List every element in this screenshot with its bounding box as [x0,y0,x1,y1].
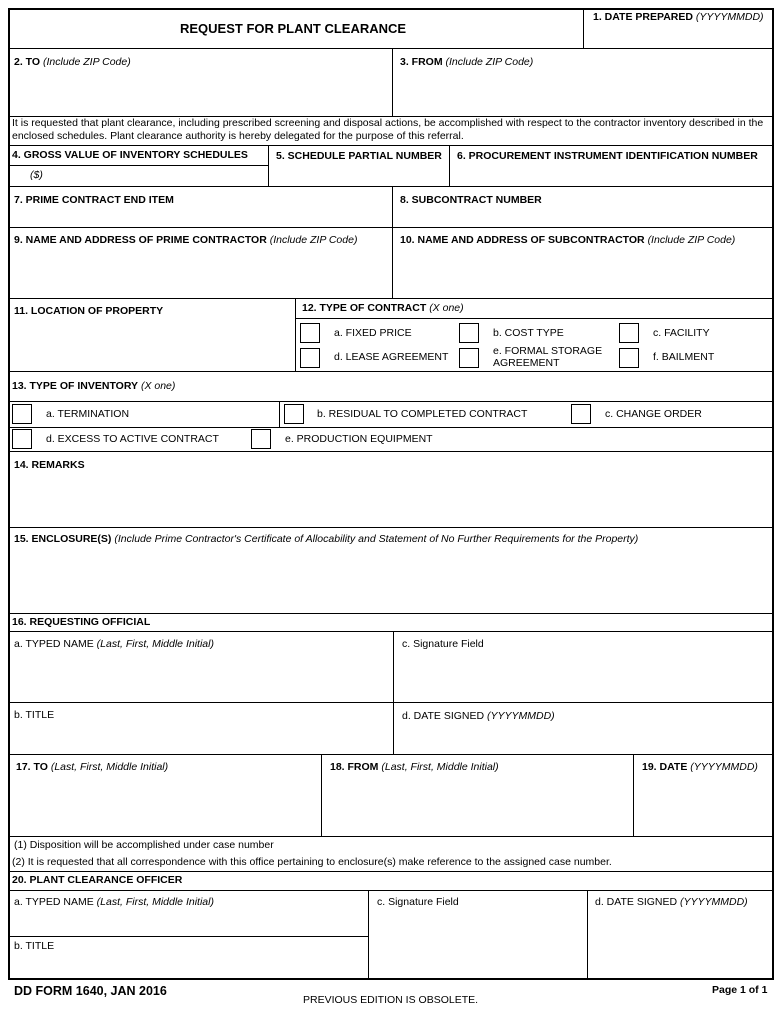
block20-label: 20. PLANT CLEARANCE OFFICER [12,874,183,886]
edition-note: PREVIOUS EDITION IS OBSOLETE. [303,994,479,1006]
option-formal-storage-agreement-line2: AGREEMENT [493,357,560,369]
option-facility: c. FACILITY [653,327,710,339]
date-prepared-field[interactable] [585,26,773,47]
form-id: DD FORM 1640, JAN 2016 [14,984,167,998]
rule [8,186,774,187]
rule [449,145,450,186]
rule [8,702,774,703]
remarks-field[interactable] [10,474,773,526]
requesting-official-name-field[interactable] [10,652,392,701]
option-termination: a. TERMINATION [46,408,130,420]
rule [268,145,269,186]
block2-label: 2. TO (Include ZIP Code) [14,56,131,68]
requesting-official-title-field[interactable] [10,722,392,753]
clearance-officer-name-field[interactable] [10,910,367,935]
to-address-field[interactable] [10,70,391,115]
block9-label: 9. NAME AND ADDRESS OF PRIME CONTRACTOR (Include ZIP Code) [14,234,358,246]
block4-unit: ($) [30,169,43,181]
rule [321,754,322,836]
checkbox-cost-type[interactable] [459,323,479,343]
rule [8,427,774,428]
rule [8,227,774,228]
block18-label: 18. FROM (Last, First, Middle Initial) [330,761,499,773]
block19-label: 19. DATE (YYYYMMDD) [642,761,758,773]
block1-label: 1. DATE PREPARED (YYYYMMDD) [593,11,764,23]
request-statement: It is requested that plant clearance, including prescribed screening and disposal actions, be accomplished with respect to the contractor inventory described in the enclosed schedules. Plant clearance authority is hereby delegated for the purpose of this referral. [12,117,764,142]
rule [8,890,774,891]
checkbox-residual[interactable] [284,404,304,424]
rule [392,186,393,298]
block20a-label: a. TYPED NAME (Last, First, Middle Initial) [14,896,214,908]
block16-label: 16. REQUESTING OFFICIAL [12,616,151,628]
schedule-partial-number-field[interactable] [270,164,448,185]
gross-value-field[interactable] [50,167,266,185]
rule [8,836,774,837]
rule [8,298,774,299]
rule [8,631,774,632]
block12-label: 12. TYPE OF CONTRACT (X one) [302,302,464,314]
block4-label: 4. GROSS VALUE OF INVENTORY SCHEDULES [12,149,248,161]
rule [8,371,774,372]
checkbox-bailment[interactable] [619,348,639,368]
subcontractor-address-field[interactable] [394,248,773,297]
case-number-field[interactable] [282,838,772,852]
rule [587,890,588,980]
rule [8,527,774,528]
checkbox-termination[interactable] [12,404,32,424]
block20d-label: d. DATE SIGNED (YYYYMMDD) [595,896,748,908]
page-number: Page 1 of 1 [712,984,768,996]
checkbox-change-order[interactable] [571,404,591,424]
block16c-label: c. Signature Field [402,638,484,650]
block6-label: 6. PROCUREMENT INSTRUMENT IDENTIFICATION NUMBER [457,150,758,162]
enclosures-field[interactable] [10,548,773,612]
from-address-field[interactable] [394,70,773,115]
rule [392,48,393,116]
rule [295,298,296,371]
rule [295,318,774,319]
option-excess: d. EXCESS TO ACTIVE CONTRACT [46,433,219,445]
block16a-label: a. TYPED NAME (Last, First, Middle Initial) [14,638,214,650]
checkbox-excess[interactable] [12,429,32,449]
note-correspondence: (2) It is requested that all correspondence with this office pertaining to enclosure(s) make reference to the assigned case number. [12,856,612,868]
rule [633,754,634,836]
option-cost-type: b. COST TYPE [493,327,564,339]
option-residual: b. RESIDUAL TO COMPLETED CONTRACT [317,408,528,420]
rule [8,165,268,166]
option-bailment: f. BAILMENT [653,351,715,363]
rule [8,145,774,146]
block7-label: 7. PRIME CONTRACT END ITEM [14,194,174,206]
block8-label: 8. SUBCONTRACT NUMBER [400,194,542,206]
rule [279,401,280,427]
rule [8,451,774,452]
note-case-number: (1) Disposition will be accomplished under case number [14,839,274,851]
checkbox-production-equipment[interactable] [251,429,271,449]
option-production-equipment: e. PRODUCTION EQUIPMENT [285,433,433,445]
to-name-field[interactable] [10,776,320,835]
block20c-label: c. Signature Field [377,896,459,908]
requesting-official-signature-field[interactable] [395,652,773,701]
option-fixed-price: a. FIXED PRICE [334,327,412,339]
from-name-field[interactable] [323,776,632,835]
block10-label: 10. NAME AND ADDRESS OF SUBCONTRACTOR (Include ZIP Code) [400,234,736,246]
block14-label: 14. REMARKS [14,459,85,471]
checkbox-lease-agreement[interactable] [300,348,320,368]
block16b-label: b. TITLE [14,709,55,721]
subcontract-number-field[interactable] [394,208,773,226]
rule [8,48,774,49]
date-field[interactable] [635,776,773,835]
rule [8,401,774,402]
option-change-order: c. CHANGE ORDER [605,408,702,420]
rule [8,871,774,872]
block13-label: 13. TYPE OF INVENTORY (X one) [12,380,176,392]
block5-label: 5. SCHEDULE PARTIAL NUMBER [276,150,442,162]
option-lease-agreement: d. LEASE AGREEMENT [334,351,449,363]
clearance-officer-title-field[interactable] [10,954,367,979]
rule [8,613,774,614]
checkbox-fixed-price[interactable] [300,323,320,343]
rule [583,8,584,48]
location-of-property-field[interactable] [10,320,294,370]
checkbox-formal-storage-agreement[interactable] [459,348,479,368]
form-title: REQUEST FOR PLANT CLEARANCE [180,21,407,36]
block20b-label: b. TITLE [14,940,55,952]
clearance-officer-date-field[interactable] [589,910,773,979]
checkbox-facility[interactable] [619,323,639,343]
block16d-label: d. DATE SIGNED (YYYYMMDD) [402,710,555,722]
prime-contractor-address-field[interactable] [10,248,391,297]
option-formal-storage-agreement: e. FORMAL STORAGE [493,345,603,357]
rule [368,890,369,980]
rule [8,936,368,937]
prime-contract-end-item-field[interactable] [10,208,391,226]
block17-label: 17. TO (Last, First, Middle Initial) [16,761,169,773]
block3-label: 3. FROM (Include ZIP Code) [400,56,534,68]
block11-label: 11. LOCATION OF PROPERTY [14,305,164,317]
block15-label: 15. ENCLOSURE(S) (Include Prime Contractor's Certificate of Allocability and Statement of No Further Requirements for the Property) [14,533,639,545]
rule [8,754,774,755]
requesting-official-date-field[interactable] [395,724,773,753]
clearance-officer-signature-field[interactable] [370,910,586,979]
procurement-id-field[interactable] [451,164,773,185]
rule [393,631,394,754]
